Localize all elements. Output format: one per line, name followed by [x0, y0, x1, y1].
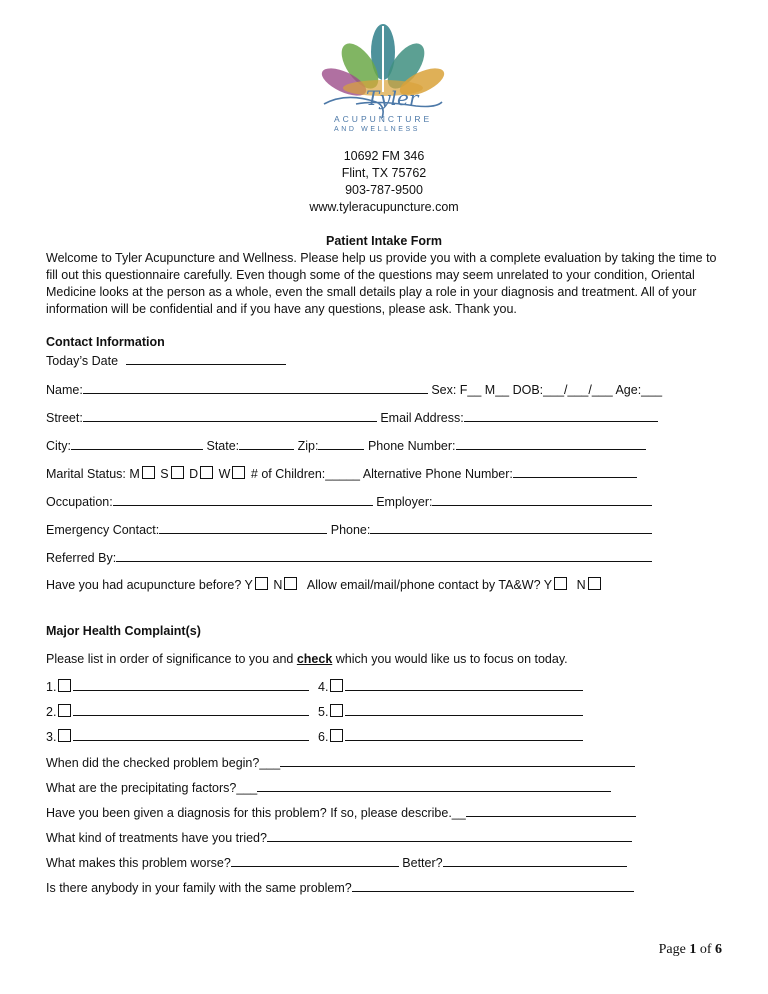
q-begin-field[interactable]: [280, 754, 635, 767]
page-label: Page: [658, 942, 686, 957]
city-label: City:: [46, 439, 71, 453]
employer-label: Employer:: [376, 495, 433, 509]
q-precip-field[interactable]: [257, 779, 611, 792]
address-block: [0, 148, 768, 216]
street-label: Street:: [46, 411, 83, 425]
acupuncture-before-label: Have you had acupuncture before? Y: [46, 578, 253, 592]
complaint-6-label: 6.: [318, 730, 329, 744]
complaint-1-field[interactable]: [73, 678, 309, 691]
state-label: State:: [206, 439, 240, 453]
complaint-1-checkbox[interactable]: [58, 679, 71, 692]
q-precip-row: [46, 779, 611, 795]
marital-label: Marital Status: M: [46, 467, 140, 481]
emergency-field[interactable]: [159, 521, 327, 534]
zip-field[interactable]: [318, 437, 364, 450]
complaint-row-2: [46, 703, 309, 719]
q-worse-field[interactable]: [231, 854, 399, 867]
complaint-4-checkbox[interactable]: [330, 679, 343, 692]
alt-phone-label: Alternative Phone Number:: [362, 467, 513, 481]
complaint-6-field[interactable]: [345, 728, 583, 741]
occupation-row: [46, 493, 652, 509]
emergency-label: Emergency Contact:: [46, 523, 160, 537]
q-better-label: Better?: [402, 856, 443, 870]
phone-number-field[interactable]: [456, 437, 646, 450]
allow-contact-no-checkbox[interactable]: [588, 577, 601, 590]
q-worse-label: What makes this problem worse?: [46, 856, 231, 870]
page-of: of: [699, 942, 712, 957]
complaint-5-checkbox[interactable]: [330, 704, 343, 717]
marital-row: [46, 465, 637, 481]
marital-m-checkbox[interactable]: [142, 466, 155, 479]
complaint-row-5: [318, 703, 583, 719]
q-begin-row: [46, 754, 635, 770]
instruction-post: which you would like us to focus on today.: [332, 652, 568, 666]
referred-field[interactable]: [116, 549, 652, 562]
complaint-row-6: [318, 728, 583, 744]
children-label[interactable]: # of Children:_____: [250, 467, 361, 481]
q-treatments-row: [46, 829, 632, 845]
acupuncture-no-label: N: [273, 578, 283, 592]
city-field[interactable]: [71, 437, 203, 450]
zip-label: Zip:: [297, 439, 319, 453]
address-street: 10692 FM 346: [343, 149, 425, 163]
alt-phone-field[interactable]: [513, 465, 637, 478]
page-current: 1: [689, 942, 697, 957]
acupuncture-row: [46, 577, 603, 592]
complaint-3-field[interactable]: [73, 728, 309, 741]
q-treatments-label: What kind of treatments have you tried?: [46, 831, 267, 845]
logo-line2: AND WELLNESS: [334, 126, 421, 133]
form-title: Patient Intake Form: [326, 234, 442, 248]
city-row: [46, 437, 646, 453]
allow-contact-no-label: N: [576, 578, 586, 592]
name-field[interactable]: [83, 381, 428, 394]
complaint-5-label: 5.: [318, 705, 329, 719]
complaint-row-1: [46, 678, 309, 694]
health-heading: Major Health Complaint(s): [46, 624, 201, 638]
todays-date-row: [46, 352, 286, 368]
q-diagnosis-label: Have you been given a diagnosis for this problem? If so, please describe.__: [46, 806, 466, 820]
emergency-phone-label: Phone:: [330, 523, 371, 537]
q-better-field[interactable]: [443, 854, 627, 867]
page-number: [659, 942, 722, 958]
todays-date-label: Today’s Date: [46, 354, 119, 368]
q-family-label: Is there anybody in your family with the same problem?: [46, 881, 352, 895]
referred-label: Referred By:: [46, 551, 117, 565]
referred-row: [46, 549, 652, 565]
q-begin-label: When did the checked problem begin?___: [46, 756, 281, 770]
page-total: 6: [715, 942, 722, 957]
complaint-3-label: 3.: [46, 730, 57, 744]
marital-s-checkbox[interactable]: [171, 466, 184, 479]
complaint-row-4: [318, 678, 583, 694]
email-field[interactable]: [464, 409, 658, 422]
complaint-2-checkbox[interactable]: [58, 704, 71, 717]
complaint-4-field[interactable]: [345, 678, 583, 691]
contact-heading: Contact Information: [46, 335, 165, 349]
marital-d-checkbox[interactable]: [200, 466, 213, 479]
logo-script-text: Tyler: [366, 86, 419, 110]
state-field[interactable]: [239, 437, 294, 450]
street-field[interactable]: [83, 409, 377, 422]
name-row: [46, 381, 662, 397]
phone-number-label: Phone Number:: [367, 439, 456, 453]
q-precip-label: What are the precipitating factors?___: [46, 781, 258, 795]
health-instruction: [46, 652, 568, 666]
marital-w-checkbox[interactable]: [232, 466, 245, 479]
address-phone: 903-787-9500: [345, 183, 423, 197]
email-label: Email Address:: [380, 411, 464, 425]
allow-contact-yes-checkbox[interactable]: [554, 577, 567, 590]
q-treatments-field[interactable]: [267, 829, 632, 842]
emergency-row: [46, 521, 652, 537]
logo: [316, 22, 451, 140]
complaint-4-label: 4.: [318, 680, 329, 694]
instruction-check: check: [296, 652, 333, 666]
acupuncture-yes-checkbox[interactable]: [255, 577, 268, 590]
employer-field[interactable]: [432, 493, 652, 506]
occupation-label: Occupation:: [46, 495, 113, 509]
q-diagnosis-field[interactable]: [466, 804, 636, 817]
acupuncture-no-checkbox[interactable]: [284, 577, 297, 590]
complaint-1-label: 1.: [46, 680, 57, 694]
q-family-field[interactable]: [352, 879, 634, 892]
instruction-pre: Please list in order of significance to you and: [46, 652, 297, 666]
allow-contact-label: Allow email/mail/phone contact by TA&W? Y: [306, 578, 553, 592]
street-row: [46, 409, 658, 425]
q-worse-row: [46, 854, 627, 870]
todays-date-field[interactable]: [126, 352, 286, 365]
complaint-6-checkbox[interactable]: [330, 729, 343, 742]
occupation-field[interactable]: [113, 493, 373, 506]
marital-d-label: D: [189, 467, 199, 481]
q-diagnosis-row: [46, 804, 636, 820]
marital-w-label: W: [218, 467, 231, 481]
complaint-2-label: 2.: [46, 705, 57, 719]
q-family-row: [46, 879, 634, 895]
address-website[interactable]: www.tyleracupuncture.com: [309, 200, 459, 214]
complaint-5-field[interactable]: [345, 703, 583, 716]
marital-s-label: S: [160, 467, 169, 481]
complaint-3-checkbox[interactable]: [58, 729, 71, 742]
name-label: Name:: [46, 383, 83, 397]
emergency-phone-field[interactable]: [370, 521, 652, 534]
form-intro: Welcome to Tyler Acupuncture and Wellness. Please help us provide you with a complete evaluation by taking the time to fill out this questionnaire carefully. Even though some of the questions may seem unrelated to your condition, Oriental Medicine looks at the person as a whole, even the small details play a role in your diagnosis and treatment. All of your information will be confidential and if you have any questions, please ask. Thank you.: [46, 251, 717, 316]
complaint-row-3: [46, 728, 309, 744]
address-city: Flint, TX 75762: [341, 166, 427, 180]
sex-dob-age-label[interactable]: Sex: F__ M__ DOB:___/___/___ Age:___: [431, 383, 663, 397]
logo-line1: ACUPUNCTURE: [334, 114, 433, 124]
complaint-2-field[interactable]: [73, 703, 309, 716]
